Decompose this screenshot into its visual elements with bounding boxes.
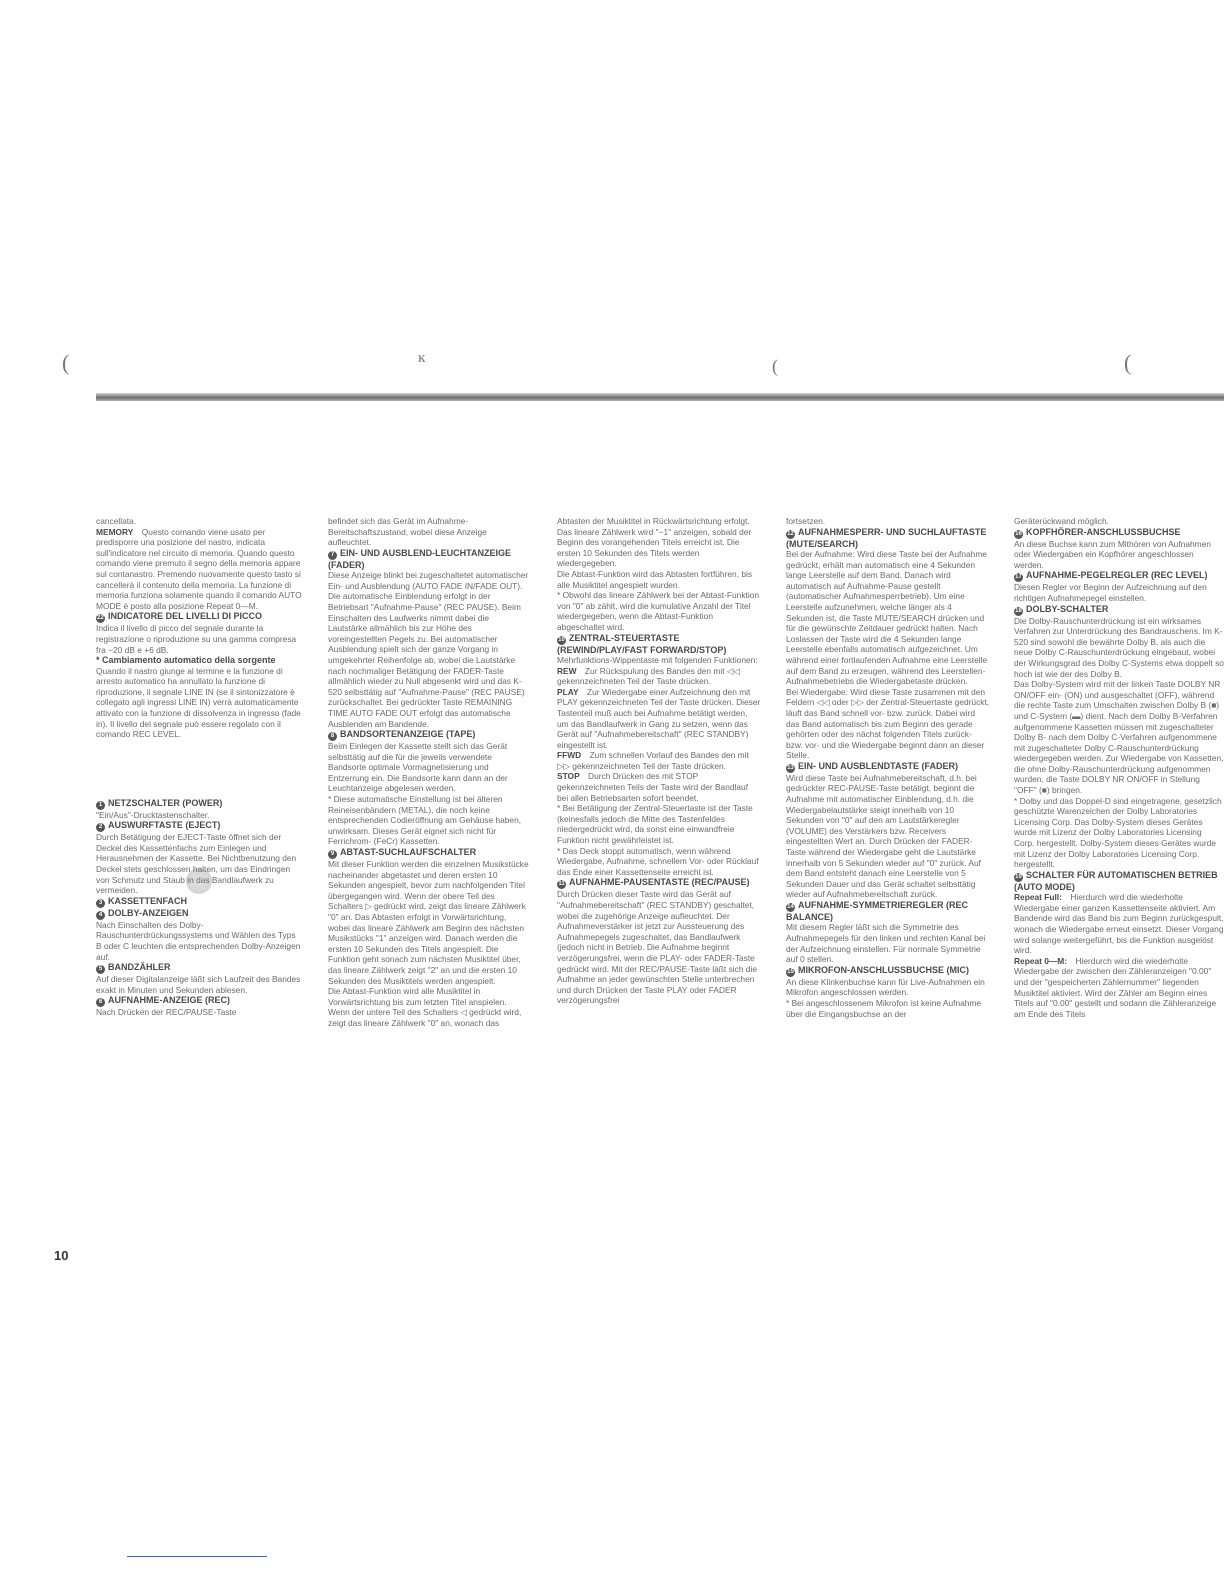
item-number-badge: 17 [1015, 574, 1022, 581]
section-heading [786, 900, 990, 922]
item-number-badge: 12 [787, 530, 794, 537]
heading-text: SCHALTER FÜR AUTOMATISCHEN BETRIEB (AUTO MODE) [1014, 869, 1218, 892]
term-label: REW [557, 665, 577, 676]
heading-text: AUFNAHME-ANZEIGE (REC) [108, 995, 230, 1006]
column-4 [786, 516, 990, 1019]
item-number-badge: 5 [96, 965, 105, 974]
body-paragraph: "Ein/Aus"-Drucktastenschalter. [96, 809, 210, 820]
item-number-badge: 9 [328, 850, 337, 859]
body-paragraph: Die Dolby-Rauschunterdrückung ist ein wirksames Verfahren zur Unterdrückung des Bandrauschens. Im K-520 sind sowohl die bewährte Dolby B, als auch die neue Dolby C-Rauschunterdrückung eingebaut, wobei der Wirkungsgrad des Dolby C-Systems etwa doppelt so hoch ist wie der des Dolby B. [1014, 615, 1224, 679]
term-paragraph [557, 666, 761, 687]
term-paragraph [1014, 892, 1224, 956]
body-paragraph: Mit dieser Funktion werden die einzelnen Musikstücke nacheinander abgetastet und deren ersten 10 Sekunden angespielt, bevor zum nachfolgenden Titel übergegangen wird. Wenn der obere Teil des Schalters ▷ gedrückt wird, zeigt das lineare Zählwerk "0" an. Das Abtasten erfolgt in Vorwärtsrichtung, wobei das lineare Zählwerk am Beginn des nächsten Musikstücks "1" anzeigen wird. Danach werden die ersten 10 Sekunden des Titels angespielt. Die Funktion geht sonach zum nächsten Musiktitel über, das lineare Zählwerk zeigt "2" an und die ersten 10 Sekunden des Musiktitels werden angespielt. [328, 859, 529, 986]
term-label: Repeat 0—M: [1014, 955, 1068, 966]
body-paragraph: befindet sich das Gerät im Aufnahme-Bereitschaftszustand, wobei diese Anzeige aufleuchtet. [328, 516, 487, 548]
section-heading [557, 877, 761, 889]
column-5 [1014, 516, 1224, 1019]
body-paragraph: Durch Betätigung der EJECT-Taste öffnet sich der Deckel des Kassettenfachs zum Einlegen und Herausnehmen der Kassette. Bei Nichtbenutzung den Deckel stets geschlossen halten, um das Eindringen von Schmutz und Staub in das Bandlaufwerk zu vermeiden. [96, 832, 297, 896]
term-label: Repeat Full: [1014, 892, 1062, 903]
section-heading [328, 548, 530, 570]
section-heading [1014, 570, 1224, 582]
section-heading [786, 527, 990, 549]
body-paragraph: Diese Anzeige blinkt bei zugeschaltetet automatischer Ein- und Ausblendung (AUTO FADE IN/FADE OUT). Die automatische Einblendung erfolgt in der Betriebsart "Aufnahme-Pause" (REC PAUSE). Beim Einschalten des Laufwerks nimmt dabei die Lautstärke allmählich bis zur Höhe des voreingestellten Pegels zu. Bei automatischer Ausblendung spielt sich der ganze Vorgang in umgekehrter Reihenfolge ab, wobei die Lautstärke nach nochmaliger Betätigung der FADER-Taste allmählich wieder zu Null abgesenkt wird und das K-520 selbsttätig auf "Aufnahme-Pause" (REC PAUSE) zurückschaltet. Bei gedrückter Taste REMAINING TIME AUTO FADE OUT erfolgt das automatische Ausblenden am Bandende. [328, 570, 529, 729]
section-heading [557, 633, 761, 655]
item-number-badge: 13 [787, 764, 794, 771]
section-heading [96, 820, 302, 832]
body-paragraph: * Bei angeschlossenem Mikrofon ist keine Aufnahme über die Eingangsbuchse an der [786, 997, 982, 1019]
column-spacer [96, 740, 302, 798]
term-label: PLAY [557, 686, 579, 697]
heading-text: DOLBY-ANZEIGEN [108, 907, 189, 918]
term-text: Questo comando viene usato per predisporre una posizione del nastro, indicata sull'indicatore nel circuito di memoria. Quando questo comando viene premuto il segno della memoria appare sul contanastro. Premendo nuovamente questo tasto si cancellerà il contenuto della memoria. La funzione di memoria funziona solamente quando il comando AUTO MODE è posto alla posizione Repeat 0—M. [96, 526, 302, 611]
heading-text: EIN- UND AUSBLEND-LEUCHTANZEIGE (FADER) [328, 547, 511, 570]
header-rule [96, 393, 1224, 401]
section-heading [96, 908, 302, 920]
section-heading [1014, 527, 1224, 539]
term-text: Hierdurch wird die wiederholte Wiedergabe der zwischen den Zähleranzeigen "0.00" und der "gespeicherten Zählernummer" liegenden Musiktitel aktiviert. Wird der Zähler am Beginn eines Titels auf "0.00" gestellt und sodann die Zähleranzeige am Ende des Titels [1014, 955, 1217, 1019]
term-label: STOP [557, 771, 580, 782]
heading-text: ZENTRAL-STEUERTASTE (REWIND/PLAY/FAST FORWARD/STOP) [557, 632, 727, 655]
term-text: Hierdurch wird die wiederholte Wiedergabe einer ganzen Kassettenseite aktiviert. Am Bandende wird das Band bis zum Beginn zurückgespult, wonach die Wiedergabe erneut einsetzt. Dieser Vorgang wird solange weitergeführt, bis die Funktion ausgelöst wird. [1014, 892, 1224, 956]
body-paragraph: cancellata. [96, 516, 137, 526]
heading-text: AUFNAHMESPERR- UND SUCHLAUFTASTE (MUTE/SEARCH) [786, 526, 987, 549]
term-label: MEMORY [96, 526, 134, 537]
heading-text: NETZSCHALTER (POWER) [108, 797, 223, 808]
body-paragraph: Beim Einlegen der Kassette stellt sich das Gerät selbsttätig auf die für die jeweils verwendete Bandsorte optimale Vormagnetisierung und Entzerrung ein. Die Bandsorte kann dann an der Leuchtanzeige abgelesen werden. [328, 741, 508, 794]
body-paragraph: * Bei Betätigung der Zentral-Steuertaste ist der Taste (keinesfalls jedoch die Mitte des Tastenfeldes niedergedrückt wird, da sonst eine einwandfreie Funktion nicht gewährleistet ist. [557, 803, 753, 846]
item-number-badge: 4 [96, 911, 105, 920]
term-paragraph [557, 750, 761, 771]
section-heading [1014, 604, 1224, 616]
item-number-badge: 18 [1015, 607, 1022, 614]
term-text: Zum schnellen Vorlauf des Bandes den mit ▷▷ gekennzeichneten Teil der Taste drücken. [557, 750, 749, 771]
section-heading [328, 729, 530, 741]
item-number-badge: 14 [787, 904, 794, 910]
page-number: 10 [54, 1248, 69, 1263]
heading-text: AUFNAHME-PAUSENTASTE (REC/PAUSE) [569, 877, 750, 888]
body-paragraph: * Diese automatische Einstellung ist bei älteren Reineisenbändern (METAL), die noch keine entsprechenden Codieröffnung am Gehäuse haben, unwirksam. Dieses Gerät eignet sich nicht für Ferrichrom- (FeCr) Kassetten. [328, 794, 522, 847]
column-2 [328, 516, 530, 1029]
term-text: Zur Rückspulung des Bandes den mit ◁◁ gekennzeichneten Teil der Taste drücken. [557, 665, 740, 687]
body-paragraph: Wird diese Taste bei Aufnahmebereitschaft, d.h. bei gedrückter REC-PAUSE-Taste betätigt, beginnt die Aufnahme mit automatischer Einblendung, d.h. die Wiedergabelautstärke steigt innerhalb von 10 Sekunden von "0" auf den am Lautstärkeregler (VOLUME) des Verstärkers bzw. Receivers eingestellten Wert an. Durch Drücken der FADER-Taste während der Wiedergabe geht die Lautstärke innerhalb von 5 Sekunden wieder auf "0" zurück. Auf dem Band entsteht danach eine Leerstelle von 5 Sekunden Dauer und das Gerät schaltet selbsttätig wieder auf Aufnahmebereitschaft zurück. [786, 772, 981, 900]
heading-text: EIN- UND AUSBLENDTASTE (FADER) [798, 760, 958, 771]
item-number-badge: 6 [96, 998, 105, 1007]
body-paragraph: * Obwohl das lineare Zählwerk bei der Abtast-Funktion von "0" ab zählt, wird die kumulative Anzahl der Titel wiedergegeben, wenn die Abtast-Funktion abgeschaltet wird. [557, 590, 760, 632]
item-number-badge: 3 [96, 899, 105, 908]
scan-mark-2: ĸ [418, 350, 426, 366]
heading-text: MIKROFON-ANSCHLUSSBUCHSE (MIC) [798, 964, 969, 975]
term-text: Durch Drücken des mit STOP gekennzeichneten Teils der Taste wird der Bandlauf bei allen Betriebsarten sofort beendet. [557, 771, 749, 803]
body-paragraph: An diese Buchse kann zum Mithören von Aufnahmen oder Wiedergaben ein Kopfhörer angeschlossen werden. [1014, 538, 1211, 570]
body-paragraph: Nach Einschalten des Dolby-Rauschunterdrückungssystems und Wählen des Typs B oder C leuchten die entsprechenden Dolby-Anzeigen auf. [96, 919, 301, 962]
heading-text: BANDZÄHLER [108, 962, 171, 973]
body-paragraph: Indica il livello di picco del segnale durante la registrazione o riproduzione su una gamma compresa fra −20 dB e +6 dB. [96, 623, 297, 655]
term-paragraph [1014, 956, 1224, 1020]
heading-text: INDICATORE DEL LIVELLI DI PICCO [108, 611, 263, 622]
column-1 [96, 516, 302, 1018]
section-heading [786, 761, 990, 773]
section-heading [328, 847, 530, 859]
body-paragraph: Das Dolby-System wird mit der linken Taste DOLBY NR ON/OFF ein- (ON) und ausgeschaltet (OFF), während die rechte Taste zum Umschalten zwischen Dolby B (■) und C-System (▬) dient. Nach dem Dolby B-Verfahren aufgenommene Kassetten müssen mit zugeschalteter Dolby B- nach dem Dolby C-Verfahren aufgenommene mit zugeschalteter Dolby C-Rauschunterdrückung wiedergegeben werden. Zur Wiedergabe von Kassetten, die ohne Dolby-Rauschunterdrückung aufgenommen wurden, die Taste DOLBY NR ON/OFF in Stellung "OFF" (■) bringen. [1014, 679, 1224, 796]
heading-text: * Cambiamento automatico della sorgente [96, 655, 276, 666]
item-number-badge: 7 [328, 551, 337, 560]
body-paragraph: Durch Drücken dieser Taste wird das Gerät auf "Aufnahmebereitschaft" (REC STANDBY) geschaltet, wobei die zugehörige Anzeige aufleuchtet. Der Aufnahmeverstärker ist jetzt zur Aussteuerung des Aufnahmepegels zugeschaltet, das Bandlaufwerk (jedoch nicht in Betrieb. Die Aufnahme beginnt verzögerungsfrei, wenn die PLAY- oder FADER-Taste gedrückt wird. Mit der REC/PAUSE-Taste läßt sich die Aufnahme an jeder gewünschten Stelle unterbrechen und durch Drücken der Taste PLAY oder FADER verzögerungsfrei [557, 889, 757, 1006]
section-heading [96, 655, 302, 665]
heading-text: KASSETTENFACH [108, 895, 188, 906]
item-number-badge: 19 [1015, 873, 1022, 880]
item-number-badge: 22 [97, 615, 104, 622]
body-paragraph: Nach Drücken der REC/PAUSE-Taste [96, 1007, 237, 1018]
body-paragraph: * Dolby und das Doppel-D sind eingetragene, gesetzlich geschützte Warenzeichen der Dolby Laboratories Licensing Corp. Das Dolby-System dieses Gerätes wurde mit Lizenz der Dolby Laboratories Licensing Corp. hergestellt. Dolby-System dieses Gerätes wurde mit Lizenz der Dolby Laboratories Licensing Corp. hergestellt. [1014, 795, 1222, 870]
item-number-badge: 15 [787, 968, 794, 975]
heading-text: AUSWURFTASTE (EJECT) [108, 820, 221, 831]
section-heading [786, 965, 990, 977]
heading-text: DOLBY-SCHALTER [1026, 603, 1109, 614]
term-label: FFWD [557, 750, 582, 761]
heading-text: BANDSORTENANZEIGE (TAPE) [340, 729, 476, 740]
item-number-badge: 1 [96, 801, 105, 810]
item-number-badge: 10 [558, 636, 565, 643]
body-paragraph: Mit diesem Regler läßt sich die Symmetrie des Aufnahmepegels für den linken und rechten Kanal bei der Aufzeichnung einstellen. Für normale Symmetrie auf 0 stellen. [786, 922, 986, 965]
bottom-line [127, 1556, 267, 1557]
term-paragraph [96, 527, 302, 612]
section-heading [96, 798, 302, 810]
heading-text: AUFNAHME-SYMMETRIEREGLER (REC BALANCE) [786, 900, 968, 922]
term-paragraph [557, 687, 761, 751]
body-paragraph: * Das Deck stoppt automatisch, wenn während Wiedergabe, Aufnahme, schnellem Vor- oder Rücklauf das Ende einer Kassettenseite erreicht ist. [557, 845, 759, 877]
body-paragraph: An diese Klinkenbuchse kann für Live-Aufnahmen ein Mikrofon angeschlossen werden. [786, 976, 985, 998]
term-paragraph [557, 771, 761, 803]
body-paragraph: Bei Wiedergabe: Wird diese Taste zusammen mit den Feldern ◁◁ oder ▷▷ der Zentral-Steuertaste gedrückt, läuft das Band schnell vor- bzw. zurück. Dabei wird das Band automatisch bis zum Beginn des gerade gehörten oder des nächst folgenden Titels zurück- bzw. vor- und die Wiedergabe beginnt dann an dieser Stelle. [786, 686, 990, 761]
section-heading [96, 962, 302, 974]
body-paragraph: Auf dieser Digitalanzeige läßt sich Laufzeit des Bandes exakt in Minuten und Sekunden ablesen. [96, 974, 301, 995]
scan-mark-4: ( [1124, 350, 1132, 375]
body-paragraph: Geräterückwand möglich. [1014, 516, 1109, 526]
body-paragraph: Diesen Regler vor Beginn der Aufzeichnung auf den richtigen Aufnahmepegel einstellen. [1014, 582, 1207, 603]
term-text: Zur Wiedergabe einer Aufzeichnung den mit PLAY gekennzeichneten Teil der Taste drücken. Dieser Tastenteil muß auch bei Aufnahme betätigt werden, um das Bandlaufwerk in Gang zu setzen, wenn das Gerät auf "Aufnahmebereitschaft" (REC STANDBY) eingestellt ist. [557, 686, 761, 750]
section-heading [1014, 870, 1224, 892]
item-number-badge: 8 [328, 732, 337, 741]
section-heading [96, 611, 302, 623]
section-heading [96, 995, 302, 1007]
item-number-badge: 2 [96, 823, 105, 832]
body-paragraph: Mehrfunktions-Wippentaste mit folgenden Funktionen: [557, 654, 758, 665]
body-paragraph: Quando il nastro giunge al termine e la funzione di arresto automatico ha annullato la funzione di riproduzione, il segnale LINE IN (se il sintonizzatore è collegato agli ingressi LINE IN) verrà automaticamente attivato con la funzione di dissolvenza in ingresso (fade in). Il livello del segnale può essere regolato con il comando REC LEVEL. [96, 665, 301, 740]
column-3 [557, 516, 761, 1006]
heading-text: ABTAST-SUCHLAUFSCHALTER [340, 847, 477, 858]
body-paragraph: Die Abtast-Funktion wird das Abtasten fortführen, bis alle Musiktitel angespielt wurden. [557, 568, 753, 590]
section-heading [96, 896, 302, 908]
body-paragraph: Die Abtast-Funktion wird alle Musiktitel in Vorwärtsrichtung bis zum letzten Titel anspielen. Wenn der untere Teil des Schalters ◁ gedrückt wird, zeigt das lineare Zählwerk "0" an, wonach das [328, 986, 522, 1028]
body-paragraph: fortsetzen. [786, 516, 826, 526]
scan-mark-3: ( [772, 356, 778, 376]
body-paragraph: Abtasten der Musiktitel in Rückwärtsrichtung erfolgt. Das lineare Zählwerk wird "−1" anzeigen, sobald der Beginn des vorangehenden Titels erreicht ist. Die ersten 10 Sekunden des Titels werden wiedergegeben. [557, 516, 752, 569]
scan-mark-1: ( [62, 350, 70, 375]
body-paragraph: Bei der Aufnahme: Wird diese Taste bei der Aufnahme gedrückt, erhält man automatisch eine 4 Sekunden lange Leerstelle auf dem Band. Danach wird automatisch auf Aufnahme-Pause gestellt (automatischer Aufnahmesperrbetrieb). Um eine Leerstelle aufzunehmen, welche länger als 4 Sekunden ist, die Taste MUTE/SEARCH drücken und für die gewünschte Zeitdauer gedrückt halten. Nach Loslassen der Taste wird die 4 Sekunden lange Leerstelle ebenfalls automatisch aufgezeichnet. Um während einer fortlaufenden Aufnahme eine Leerstelle auf dem Band zu erzeugen, während des Leerstellen-Aufnahmebetriebs die Wiedergabetaste drücken. [786, 549, 988, 687]
item-number-badge: 16 [1015, 530, 1022, 537]
heading-text: AUFNAHME-PEGELREGLER (REC LEVEL) [1026, 570, 1208, 581]
heading-text: KOPFHÖRER-ANSCHLUSSBUCHSE [1026, 526, 1181, 537]
item-number-badge: 11 [558, 881, 565, 888]
